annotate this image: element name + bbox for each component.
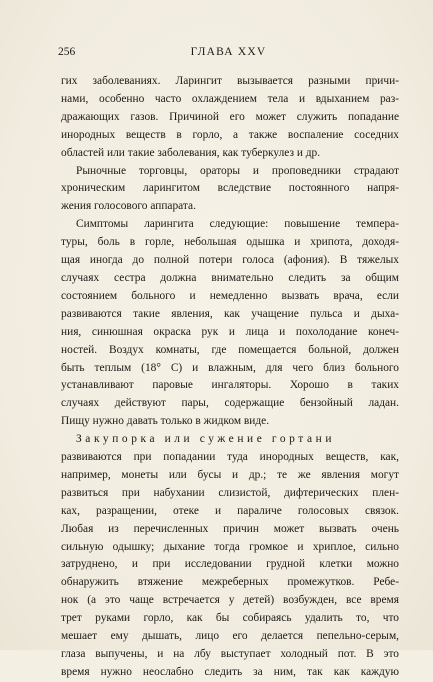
page-number: 256	[58, 46, 76, 58]
text-line: трет руками горло, как бы собираясь удалить то, что	[61, 612, 399, 625]
page-header	[58, 45, 399, 59]
text-line: Симптомы ларингита следующие: повышение темпера-	[76, 218, 399, 231]
text-line: глаза выпучены, и на лбу выступает холодный пот. В это	[61, 648, 399, 660]
text-line: обнаружить втяжение межреберных промежутков. Ребе-	[61, 576, 399, 589]
section-heading: Закупорка или сужение гортани	[76, 433, 336, 446]
text-line: развиваются при попадании туда инородных веществ, как,	[61, 451, 399, 464]
text-line: мешает ему дышать, лицо его делается пепельно-серым,	[61, 630, 399, 643]
text-line: туры, боль в горле, небольшая одышка и хрипота, доходя-	[61, 236, 399, 249]
text-line: инородных веществ в горло, а также воспаление соседних	[61, 128, 399, 141]
text-line: развиться при набухании слизистой, дифтерических плен-	[61, 486, 399, 499]
text-line: случаях действуют пары, содержащие бензойный ладан.	[61, 397, 399, 410]
text-line: областей или такие заболевания, как туберкулез и др.	[61, 146, 321, 159]
text-line: нок (а это чаще встречается у детей) возбужден, все время	[61, 594, 399, 607]
text-line: быть теплым (18° С) и влажным, для чего близ больного	[61, 361, 399, 374]
chapter-title: ГЛАВА XXV	[190, 46, 267, 58]
text-line: сильную одышку; дыхание тогда громкое и хриплое, сильно	[61, 540, 399, 553]
body-text	[61, 73, 399, 682]
text-line: нами, особенно часто охлаждением тела и вдыханием раз-	[61, 92, 399, 105]
text-line: случаях сестра должна внимательно следить за общим	[61, 271, 399, 284]
text-line: Пищу нужно давать только в жидком виде.	[61, 415, 270, 428]
text-line: гих заболеваниях. Ларингит вызывается разными причи-	[61, 75, 399, 87]
text-line: щая иногда до полной потери голоса (афония). В тяжелых	[61, 254, 399, 267]
text-line: жения голосового аппарата.	[61, 200, 196, 213]
text-line: устанавливают паровые ингаляторы. Хорошо в таких	[61, 379, 399, 392]
text-line: хроническим ларингитом вследствие постоянного напря-	[61, 182, 399, 195]
text-line: состоянием больного и немедленно вызвать врача, если	[61, 289, 399, 302]
text-line: например, монеты или бусы и др.; те же явления могут	[61, 468, 399, 481]
text-line: ностей. Воздух комнаты, где помещается больной, должен	[61, 343, 399, 356]
text-line: ния, синюшная окраска рук и лица и похолодание конеч-	[61, 325, 399, 338]
text-line: Рыночные торговцы, ораторы и проповедники страдают	[76, 164, 399, 177]
text-line: время нужно неослабно следить за ним, так как каждую	[61, 665, 399, 678]
text-line: затруднено, и при исследовании грудной клетки можно	[61, 558, 399, 571]
text-line: дражающих газов. Причиной его может служить попадание	[61, 110, 399, 123]
text-line: ках, разращении, отеке и параличе голосовых связок.	[61, 504, 399, 517]
text-line: развиваются такие явления, как учащение пульса и дыха-	[61, 307, 399, 320]
text-line: Любая из перечисленных причин может вызвать очень	[61, 522, 399, 535]
